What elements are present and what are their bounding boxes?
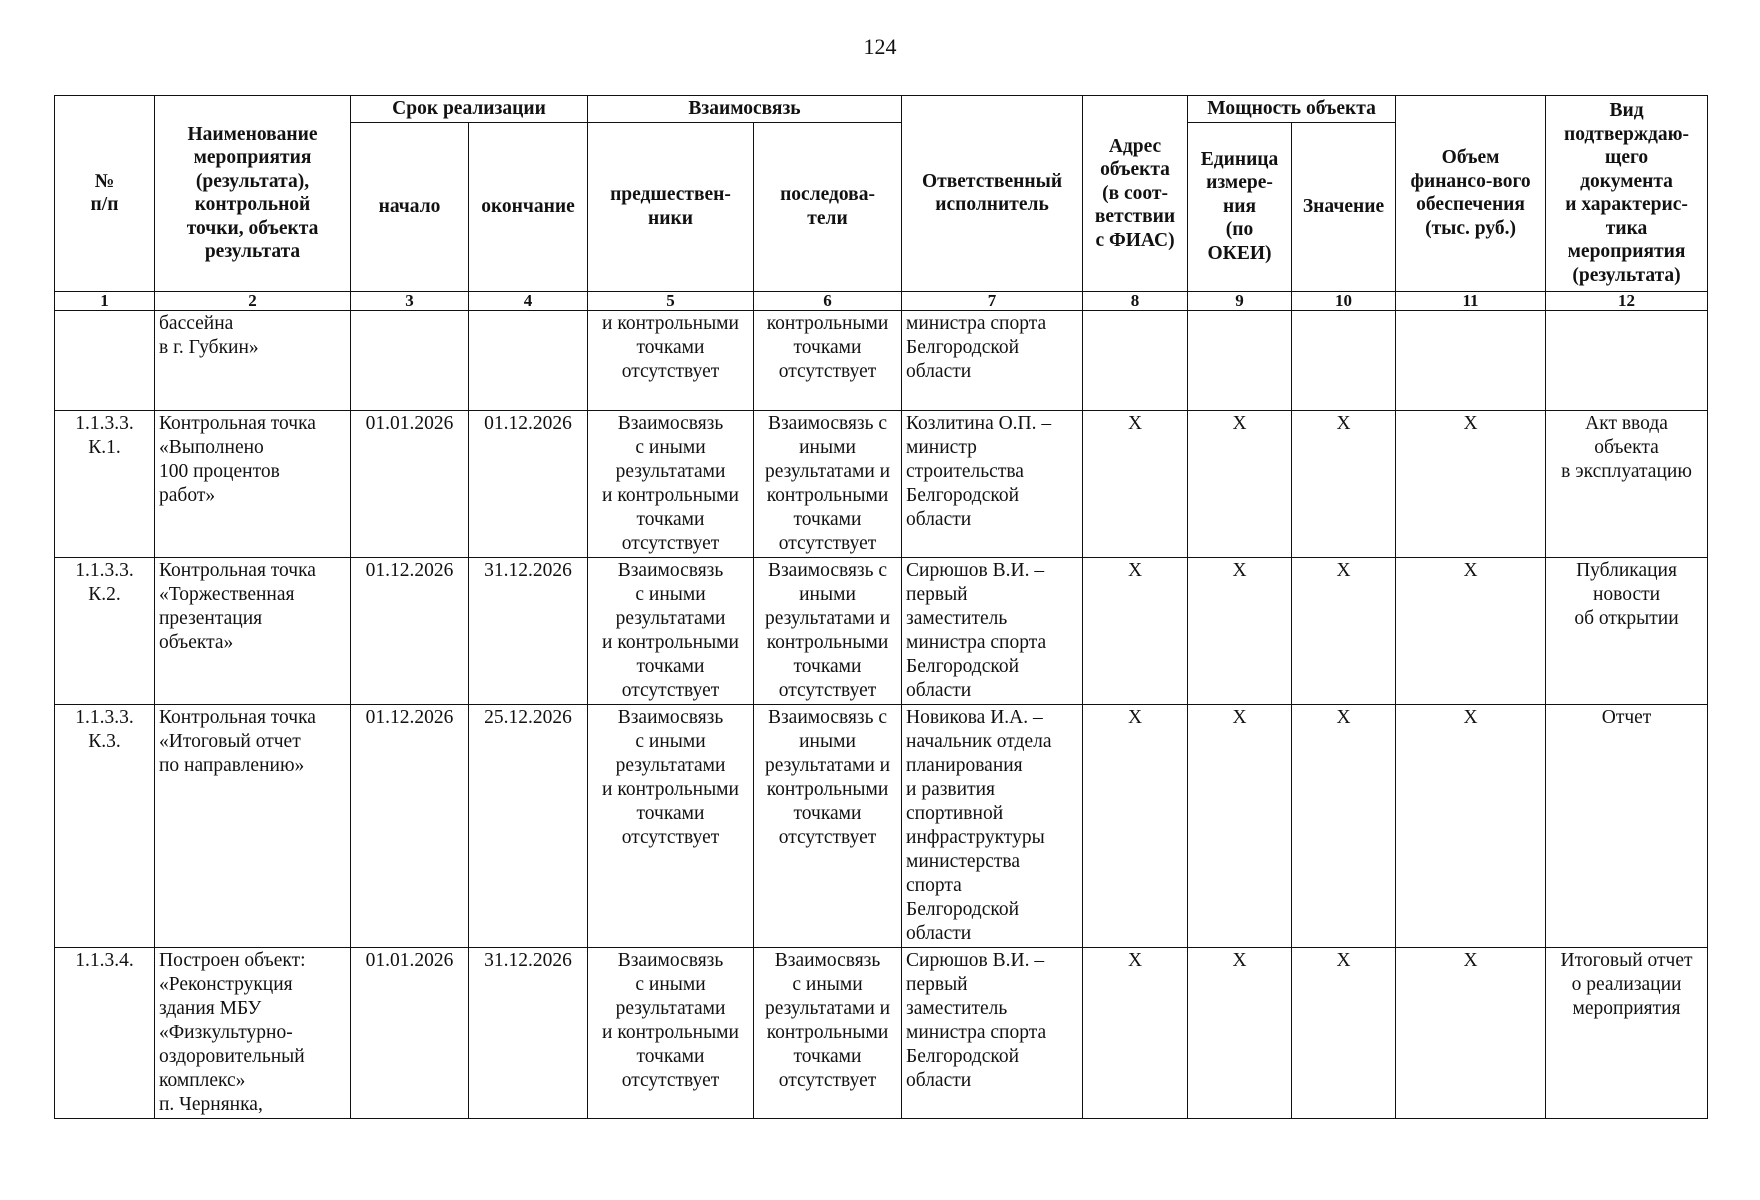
cell-successors: Взаимосвязь с иными результатами и контрольными точками отсутствует [754,410,902,557]
header-group-term: Срок реализации [351,96,588,123]
column-number: 7 [902,291,1083,310]
cell-doc-type: Акт ввода объекта в эксплуатацию [1546,410,1708,557]
cell-end: 31.12.2026 [469,947,588,1118]
cell-successors: Взаимосвязь с иными результатами и контрольными точками отсутствует [754,704,902,947]
cell-name: Контрольная точка «Выполнено 100 процентов работ» [155,410,351,557]
header-successors: последова- тели [754,122,902,291]
cell-responsible: министра спорта Белгородской области [902,310,1083,410]
cell-unit: X [1188,557,1292,704]
header-funding: Объем финансо-вого обеспечения (тыс. руб.) [1396,96,1546,292]
cell-value: X [1292,410,1396,557]
header-doc-type: Вид подтверждаю- щего документа и характерис- тика мероприятия (результата) [1546,96,1708,292]
header-name: Наименование мероприятия (результата), контрольной точки, объекта результата [155,96,351,292]
cell-unit [1188,310,1292,410]
cell-start: 01.12.2026 [351,704,469,947]
cell-funding: X [1396,947,1546,1118]
column-number: 6 [754,291,902,310]
cell-value: X [1292,947,1396,1118]
column-number: 2 [155,291,351,310]
cell-predecessors: Взаимосвязь с иными результатами и контрольными точками отсутствует [588,947,754,1118]
cell-predecessors: Взаимосвязь с иными результатами и контрольными точками отсутствует [588,410,754,557]
cell-num: 1.1.3.4. [55,947,155,1118]
cell-address: X [1083,557,1188,704]
cell-value: X [1292,704,1396,947]
column-number: 1 [55,291,155,310]
cell-responsible: Новикова И.А. – начальник отдела планирования и развития спортивной инфраструктуры министерства спорта Белгородской области [902,704,1083,947]
cell-end: 25.12.2026 [469,704,588,947]
cell-predecessors: Взаимосвязь с иными результатами и контрольными точками отсутствует [588,704,754,947]
cell-responsible: Сирюшов В.И. – первый заместитель министра спорта Белгородской области [902,947,1083,1118]
cell-funding: X [1396,557,1546,704]
cell-name: Построен объект: «Реконструкция здания МБУ «Физкультурно- оздоровительный комплекс» п. Чернянка, [155,947,351,1118]
header-group-capacity: Мощность объекта [1188,96,1396,123]
cell-predecessors: Взаимосвязь с иными результатами и контрольными точками отсутствует [588,557,754,704]
cell-end [469,310,588,410]
cell-address: X [1083,410,1188,557]
cell-doc-type: Итоговый отчет о реализации мероприятия [1546,947,1708,1118]
header-end: окончание [469,122,588,291]
cell-doc-type: Отчет [1546,704,1708,947]
page-number: 124 [863,34,897,59]
cell-num: 1.1.3.3. К.3. [55,704,155,947]
column-number: 10 [1292,291,1396,310]
column-number: 4 [469,291,588,310]
cell-funding [1396,310,1546,410]
cell-end: 31.12.2026 [469,557,588,704]
cell-successors: Взаимосвязь с иными результатами и контрольными точками отсутствует [754,947,902,1118]
header-responsible: Ответственный исполнитель [902,96,1083,292]
cell-address: X [1083,704,1188,947]
column-number: 5 [588,291,754,310]
cell-address [1083,310,1188,410]
cell-num [55,310,155,410]
cell-unit: X [1188,410,1292,557]
table-header [55,96,1708,311]
cell-doc-type: Публикация новости об открытии [1546,557,1708,704]
header-value: Значение [1292,122,1396,291]
header-group-relation: Взаимосвязь [588,96,902,123]
cell-start: 01.01.2026 [351,410,469,557]
cell-start [351,310,469,410]
cell-name: Контрольная точка «Итоговый отчет по направлению» [155,704,351,947]
cell-num: 1.1.3.3. К.2. [55,557,155,704]
header-predecessors: предшествен- ники [588,122,754,291]
column-number: 11 [1396,291,1546,310]
header-start: начало [351,122,469,291]
header-num: № п/п [55,96,155,292]
column-numbers-row [55,291,1708,310]
cell-funding: X [1396,704,1546,947]
table-row [55,947,1708,1118]
cell-end: 01.12.2026 [469,410,588,557]
cell-name: Контрольная точка «Торжественная презентация объекта» [155,557,351,704]
table-row [55,704,1708,947]
cell-responsible: Козлитина О.П. – министр строительства Белгородской области [902,410,1083,557]
column-number: 8 [1083,291,1188,310]
cell-predecessors: и контрольными точками отсутствует [588,310,754,410]
cell-address: X [1083,947,1188,1118]
cell-doc-type [1546,310,1708,410]
cell-start: 01.01.2026 [351,947,469,1118]
cell-successors: контрольными точками отсутствует [754,310,902,410]
cell-unit: X [1188,704,1292,947]
column-number: 12 [1546,291,1708,310]
cell-unit: X [1188,947,1292,1118]
table-body [55,310,1708,1118]
cell-num: 1.1.3.3. К.1. [55,410,155,557]
cell-successors: Взаимосвязь с иными результатами и контрольными точками отсутствует [754,557,902,704]
table-row [55,310,1708,410]
header-address: Адрес объекта (в соот- ветствии с ФИАС) [1083,96,1188,292]
cell-name: бассейна в г. Губкин» [155,310,351,410]
column-number: 3 [351,291,469,310]
cell-value [1292,310,1396,410]
cell-start: 01.12.2026 [351,557,469,704]
plan-table [54,95,1708,1119]
cell-value: X [1292,557,1396,704]
table-row [55,557,1708,704]
cell-funding: X [1396,410,1546,557]
cell-responsible: Сирюшов В.И. – первый заместитель министра спорта Белгородской области [902,557,1083,704]
header-unit: Единица измере- ния (по ОКЕИ) [1188,122,1292,291]
table-row [55,410,1708,557]
column-number: 9 [1188,291,1292,310]
